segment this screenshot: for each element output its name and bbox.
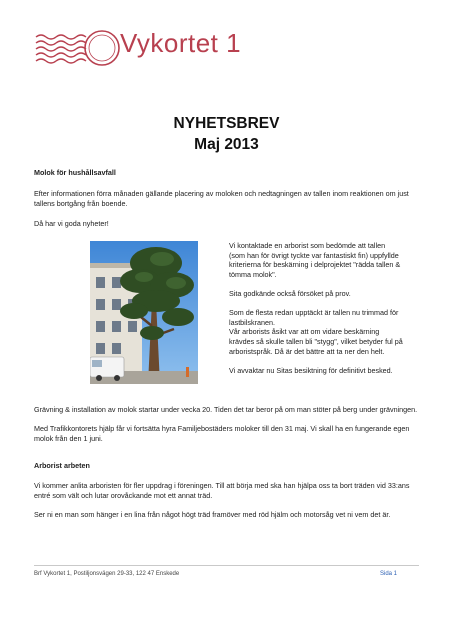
pine-tree-photo — [90, 241, 198, 384]
page-title — [0, 113, 453, 155]
paragraph-rental-molok: Med Trafikkontorets hjälp får vi fortsätta hyra Familjebostäders moloker till den 31 maj. Vi skall ha en fungerande egen molok från den 1 juni. — [34, 424, 410, 443]
title-line-1: NYHETSBREV — [173, 115, 280, 132]
paragraph-intro: Efter informationen förra månaden gällande placering av moloken och nedtagningen av tallen inom reaktionen om just tallens bortgång från boende. — [34, 189, 409, 208]
text-column-right — [229, 241, 403, 375]
title-line-2: Maj 2013 — [194, 136, 259, 153]
paragraph-man-in-tree: Ser ni en man som hänger i en lina från något högt träd framöver med röd hjälm och motorsåg vet ni vem det är. — [34, 510, 391, 519]
paragraph-good-news: Då har vi goda nyheter! — [34, 219, 109, 228]
footer-page-number: Sida 1 — [380, 571, 398, 577]
paragraph-arborist-opinion: Vår arborists åsikt var att om vidare beskärning krävdes så skulle tallen bli "stygg", vilket betyder ful på arboristspråk. Då är det bättre att ta ner den helt. — [229, 327, 403, 356]
paragraph-tree-trimmed: Som de flesta redan upptäckt är tallen nu trimmad för lastbilskranen. — [229, 308, 399, 327]
section-heading-molok: Molok för hushållsavfall — [34, 168, 116, 177]
paragraph-await-inspection: Vi avvaktar nu Sitas besiktning för definitivt besked. — [229, 365, 393, 375]
logo — [34, 28, 242, 68]
paragraph-more-assignments: Vi kommer anlita arboristen för fler uppdrag i föreningen. Till att börja med ska han hjälpa oss ta bort träden vid 33:ans entré som vält och lutar orovåckande mot ett annat träd. — [34, 481, 410, 500]
footer-address: Brf Vykortet 1, Postiljonsvägen 29-33, 122 47 Enskede — [34, 571, 180, 577]
footer-divider — [34, 565, 419, 566]
paragraph-digging-schedule: Grävning & installation av molok startar under vecka 20. Tiden det tar beror på om man stöter på berg under grävningen. — [34, 405, 418, 414]
paragraph-arborist-assessment: Vi kontaktade en arborist som bedömde att tallen (som han för övrigt tyckte var fantastiskt fin) uppfyllde kriterierna för beskärning i delprojektet "rädda tallen & tömma molok". — [229, 241, 401, 279]
logo-text: Vykortet 1 — [120, 28, 242, 58]
paragraph-sita-approval: Sita godkände också försöket på prov. — [229, 288, 351, 298]
postmark-stamp-icon — [34, 28, 120, 68]
section-heading-arborist: Arborist arbeten — [34, 461, 90, 470]
